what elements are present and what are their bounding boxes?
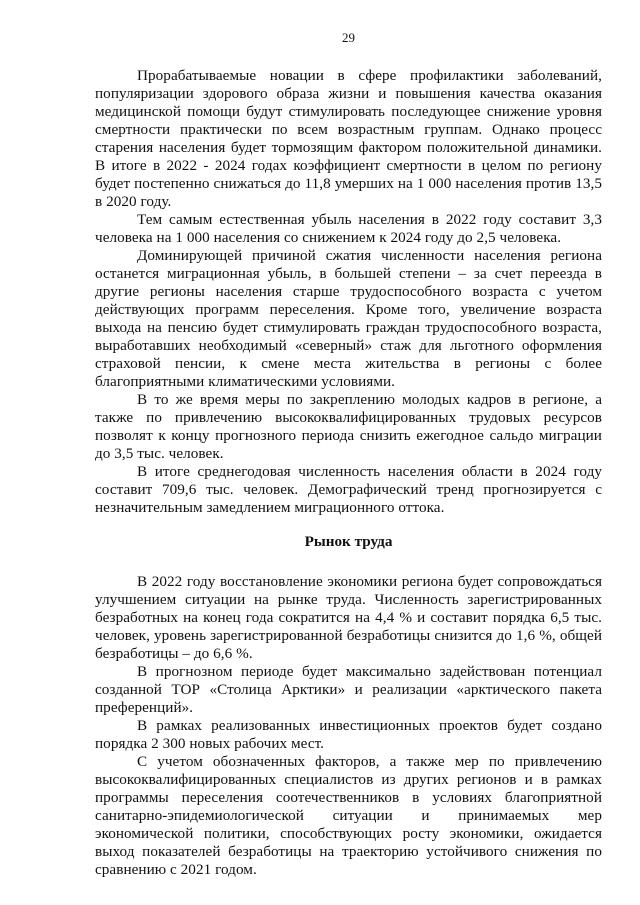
section-labor-market: [95, 573, 602, 879]
paragraph: Прорабатываемые новации в сфере профилактики заболеваний, популяризации здорового образа жизни и повышения качества оказания медицинской помощи будут стимулировать последующее снижение уровня смертности практически по всем возрастным группам. Однако процесс старения населения будет тормозящим фактором положительной динамики. В итоге в 2022 - 2024 годах коэффициент смертности в целом по региону будет постепенно снижаться до 11,8 умерших на 1 000 населения против 13,5 в 2020 году.: [95, 67, 602, 210]
paragraph: С учетом обозначенных факторов, а также мер по привлечению высококвалифицированных специалистов из других регионов и в рамках программы переселения соотечественников в условиях благоприятной санитарно-эпидемиологической ситуации и принимаемых мер экономической политики, способствующих росту экономики, ожидается выход показателей безработицы на траекторию устойчивого снижения по сравнению с 2021 годом.: [95, 753, 602, 878]
section-demography: [95, 67, 602, 517]
paragraph: Доминирующей причиной сжатия численности населения региона останется миграционная убыль, в большей степени – за счет переезда в другие регионы населения старше трудоспособного возраста с учетом действующих программ переселения. Кроме того, увеличение возраста выхода на пенсию будет стимулировать граждан трудоспособного возраста, выработавших необходимый «северный» стаж для льготного оформления страховой пенсии, к смене места жительства в регионы с более благоприятными климатическими условиями.: [95, 247, 602, 390]
paragraph: Тем самым естественная убыль населения в 2022 году составит 3,3 человека на 1 000 населения со снижением к 2024 году до 2,5 человека.: [95, 211, 602, 246]
paragraph: В прогнозном периоде будет максимально задействован потенциал созданной ТОР «Столица Арктики» и реализации «арктического пакета преференций».: [95, 663, 602, 716]
page-number: 29: [342, 30, 355, 45]
paragraph: В 2022 году восстановление экономики региона будет сопровождаться улучшением ситуации на рынке труда. Численность зарегистрированных безработных на конец года сократится на 4,4 % и составит порядка 6,5 тыс. человек, уровень зарегистрированной безработицы снизится до 1,6 %, общей безработицы – до 6,6 %.: [95, 573, 602, 662]
section-heading: Рынок труда: [304, 533, 393, 550]
paragraph: В то же время меры по закреплению молодых кадров в регионе, а также по привлечению высококвалифицированных трудовых ресурсов позволят к концу прогнозного периода снизить ежегодное сальдо миграции до 3,5 тыс. человек.: [95, 391, 602, 462]
paragraph: В итоге среднегодовая численность населения области в 2024 году составит 709,6 тыс. человек. Демографический тренд прогнозируется с незначительным замедлением миграционного оттока.: [95, 463, 602, 516]
paragraph: В рамках реализованных инвестиционных проектов будет создано порядка 2 300 новых рабочих мест.: [95, 717, 602, 752]
